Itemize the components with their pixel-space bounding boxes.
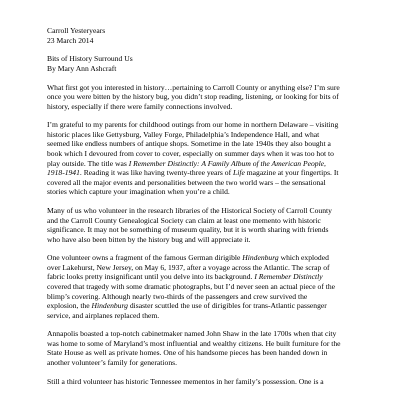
paragraph-line: Still a third volunteer has historic Tennessee mementos in her family’s possession. One is a: [47, 376, 324, 386]
paragraph-line: fabric looks pretty insignificant until you delve into its background. I Remember Distinctly: [47, 272, 323, 282]
paragraph: [47, 377, 359, 387]
paragraph: [47, 120, 359, 196]
paragraph-line: What first got you interested in history…pertaining to Carroll County or anything else? I’m sure: [47, 82, 340, 92]
publication-date: 23 March 2014: [47, 35, 94, 45]
paragraph-line: over Lakehurst, New Jersey, on May 6, 1937, after a voyage across the Atlantic. The scrap of: [47, 262, 330, 272]
title-block: [47, 54, 359, 73]
paragraph: [47, 206, 359, 244]
paragraph-line: seemed like endless numbers of antique shops. Sometime in the late 1940s they also bought a: [47, 139, 331, 149]
paragraph-line: and the Carroll County Genealogical Society can claim at least one memento with historic: [47, 215, 321, 225]
paragraph-line: stories which capture your imagination when you’re a child.: [47, 187, 230, 197]
paragraph: [47, 329, 359, 367]
paragraph-line: 1918-1941. Reading it was like having twenty-three years of Life magazine at your fingertips. It: [47, 168, 339, 178]
paragraph-line: Many of us who volunteer in the research libraries of the Historical Society of Carroll County: [47, 205, 332, 215]
paragraph-line: covered all the major events and personalities between the two world wars – the sensational: [47, 177, 326, 187]
paragraph-line: significance. It may not be something of museum quality, but it is worth sharing with friends: [47, 225, 329, 235]
article-body: [47, 26, 359, 395]
paragraph-line: I’m grateful to my parents for childhood outings from our home in northern Delaware – visiting: [47, 120, 339, 130]
paragraph: [47, 83, 359, 112]
paragraph-line: historic places like Gettysburg, Valley Forge, Philadelphia’s Independence Hall, and what: [47, 129, 320, 139]
paragraph-line: book which I devoured from cover to cover, especially on summer days when it was too hot to: [47, 149, 334, 159]
paragraph-line: once you were bitten by the history bug, you didn’t stop reading, listening, or looking for bits of: [47, 92, 339, 102]
paragraph-line: who have also been bitten by the history bug and will appreciate it.: [47, 234, 251, 244]
header-block: [47, 26, 359, 45]
paragraph-line: history, especially if there were family connections involved.: [47, 101, 233, 111]
paragraph-line: One volunteer owns a fragment of the famous German dirigible Hindenburg which exploded: [47, 253, 329, 263]
paragraph-line: blimp’s covering. Although nearly two-thirds of the passengers and crew survived the: [47, 291, 308, 301]
paragraph-line: covered that tragedy with some dramatic photographs, but I’d never seen an actual piece of the: [47, 281, 336, 291]
article-byline: By Mary Ann Ashcraft: [47, 63, 117, 73]
paragraph-line: was home to some of Maryland’s most influential and wealthy citizens. He built furniture for the: [47, 338, 341, 348]
paragraph-line: service, and airplanes replaced them.: [47, 310, 160, 320]
paragraph-line: play outside. The title was I Remember Distinctly: A Family Album of the American People,: [47, 158, 326, 168]
paragraph-line: explosion, the Hindenburg disaster scuttled the use of dirigibles for trans-Atlantic passenger: [47, 301, 327, 311]
publication-name: Carroll Yesteryears: [47, 26, 106, 35]
paragraph-line: State House as well as private homes. One of his handsome pieces has been handed down in: [47, 348, 328, 358]
paragraph-line: Annapolis boasted a top-notch cabinetmaker named John Shaw in the late 1700s when that city: [47, 329, 337, 339]
paragraph: [47, 253, 359, 320]
paragraph-line: another volunteer’s family for generations.: [47, 357, 177, 367]
article-title: Bits of History Surround Us: [47, 54, 133, 64]
